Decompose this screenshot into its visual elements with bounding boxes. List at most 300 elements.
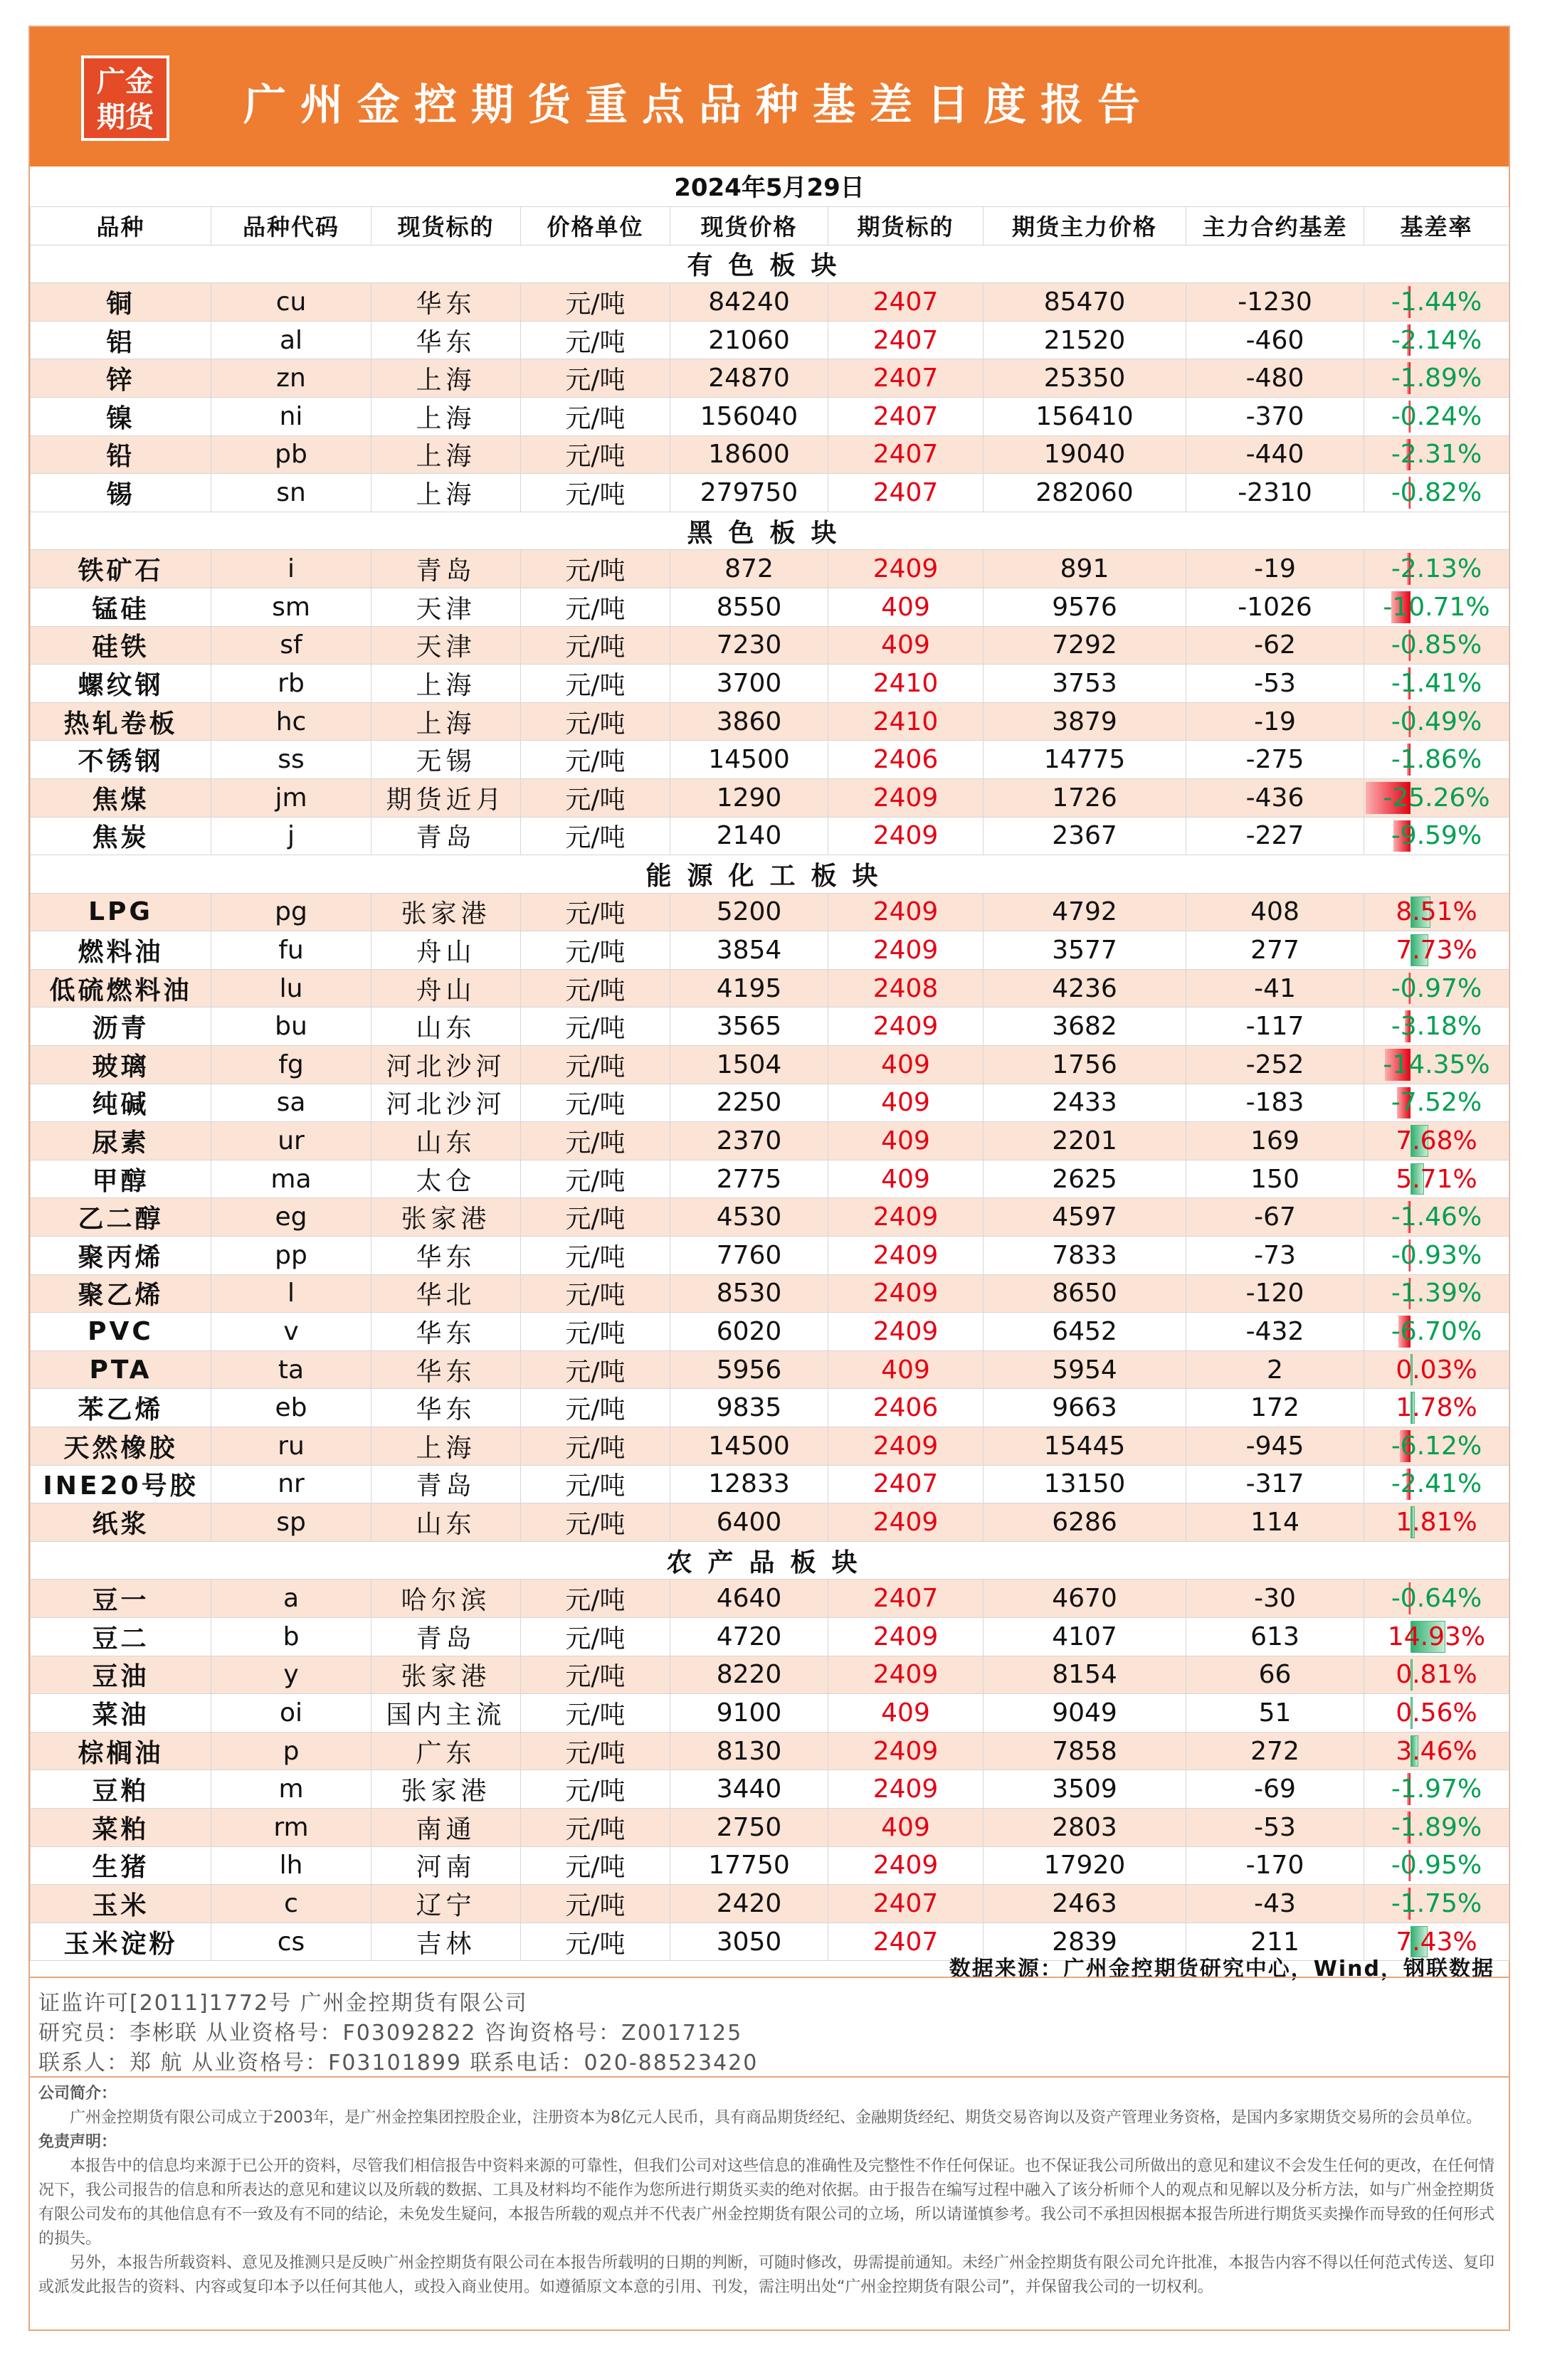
cell-name: 生猪 xyxy=(31,1846,211,1885)
col-header: 基差率 xyxy=(1364,207,1509,245)
cell-loc: 华东 xyxy=(371,1313,521,1351)
cell-spot: 3565 xyxy=(670,1007,828,1046)
table-row xyxy=(31,283,1509,322)
cell-code: oi xyxy=(211,1694,371,1733)
cell-loc: 张家港 xyxy=(371,893,521,931)
cell-code: cs xyxy=(211,1922,371,1961)
cell-code: lu xyxy=(211,969,371,1007)
contact-text: 联系人：郑 航 从业资格号：F03101899 联系电话：020-88523420 xyxy=(38,2051,759,2075)
cell-fprice: 4236 xyxy=(984,969,1186,1007)
cell-spot: 872 xyxy=(670,550,828,588)
cell-code: c xyxy=(211,1885,371,1923)
cell-fprice: 6452 xyxy=(984,1313,1186,1351)
cell-fprice: 2839 xyxy=(984,1922,1186,1961)
cell-rate xyxy=(1364,1808,1509,1846)
cell-code: a xyxy=(211,1580,371,1618)
rate-value: -1.97% xyxy=(1391,1775,1482,1804)
rate-value: 0.81% xyxy=(1396,1660,1477,1690)
cell-fut: 2407 xyxy=(828,1885,984,1923)
table-row xyxy=(31,397,1509,435)
table-row xyxy=(31,1770,1509,1809)
cell-basis: -275 xyxy=(1186,741,1364,779)
cell-basis: 2 xyxy=(1186,1350,1364,1389)
rate-value: 7.68% xyxy=(1396,1126,1477,1156)
cell-unit: 元/吨 xyxy=(521,1313,670,1351)
cell-code: lh xyxy=(211,1846,371,1885)
cell-code: y xyxy=(211,1656,371,1694)
col-header: 现货标的 xyxy=(371,207,521,245)
table-row xyxy=(31,1046,1509,1084)
cell-name: 锡 xyxy=(31,474,211,512)
cell-rate xyxy=(1364,1465,1509,1503)
cell-rate xyxy=(1364,1389,1509,1427)
cell-fut: 2409 xyxy=(828,1656,984,1694)
cell-rate xyxy=(1364,588,1509,626)
cell-loc: 张家港 xyxy=(371,1770,521,1809)
rate-value: -6.70% xyxy=(1391,1317,1482,1347)
cell-unit: 元/吨 xyxy=(521,1160,670,1198)
rate-value: -25.26% xyxy=(1383,783,1490,813)
cell-fut: 2409 xyxy=(828,778,984,817)
cell-rate xyxy=(1364,1198,1509,1237)
cell-rate xyxy=(1364,1617,1509,1656)
cell-fut: 409 xyxy=(828,1694,984,1733)
cell-rate xyxy=(1364,1007,1509,1046)
cell-basis: -432 xyxy=(1186,1313,1364,1351)
cell-fut: 2409 xyxy=(828,1427,984,1466)
cell-code: ni xyxy=(211,397,371,435)
cell-unit: 元/吨 xyxy=(521,321,670,359)
table-row xyxy=(31,1389,1509,1427)
rate-value: -2.13% xyxy=(1391,554,1482,584)
disclaimer-text: 另外，本报告所载资料、意见及推测只是反映广州金控期货有限公司在本报告所载明的日期的判断，可随时修改，毋需提前通知。未经广州金控期货有限公司允许批准，本报告内容不得以任何范式传送、复印或派发此报告的资料、内容或复印本予以任何其他人，或投入商业使用。如遵循原文本意的引用、刊发，需注明出处“广州金控期货有限公司”，并保留我公司的一切权利。 xyxy=(38,2254,1495,2296)
rate-value: -2.41% xyxy=(1391,1469,1482,1499)
cell-loc: 河南 xyxy=(371,1846,521,1885)
table-row xyxy=(31,893,1509,931)
cell-basis: -945 xyxy=(1186,1427,1364,1466)
cell-fut: 409 xyxy=(828,1046,984,1084)
cell-basis: 277 xyxy=(1186,931,1364,970)
cell-spot: 7760 xyxy=(670,1237,828,1275)
rate-value: 3.46% xyxy=(1396,1736,1477,1766)
cell-loc: 天津 xyxy=(371,626,521,665)
cell-name: 天然橡胶 xyxy=(31,1427,211,1466)
cell-code: rb xyxy=(211,665,371,703)
cell-spot: 1504 xyxy=(670,1046,828,1084)
cell-fprice: 2201 xyxy=(984,1122,1186,1160)
cell-name: 不锈钢 xyxy=(31,741,211,779)
cell-unit: 元/吨 xyxy=(521,1007,670,1046)
cell-basis: -73 xyxy=(1186,1237,1364,1275)
cell-fut: 2409 xyxy=(828,1503,984,1542)
cell-fprice: 25350 xyxy=(984,359,1186,398)
cell-basis: 272 xyxy=(1186,1732,1364,1770)
company-logo xyxy=(81,55,169,141)
section-header-row xyxy=(31,245,1509,283)
cell-spot: 2140 xyxy=(670,817,828,855)
table-row xyxy=(31,1237,1509,1275)
cell-spot: 4195 xyxy=(670,969,828,1007)
cell-spot: 14500 xyxy=(670,1427,828,1466)
cell-fut: 2407 xyxy=(828,1580,984,1618)
cell-fprice: 2433 xyxy=(984,1084,1186,1122)
cell-rate xyxy=(1364,1350,1509,1389)
cell-fut: 2409 xyxy=(828,1313,984,1351)
cell-name: 豆油 xyxy=(31,1656,211,1694)
cell-code: eb xyxy=(211,1389,371,1427)
cell-basis: -1230 xyxy=(1186,283,1364,322)
cell-spot: 9100 xyxy=(670,1694,828,1733)
cell-name: 硅铁 xyxy=(31,626,211,665)
cell-rate xyxy=(1364,969,1509,1007)
cell-spot: 18600 xyxy=(670,435,828,474)
cell-basis: -2310 xyxy=(1186,474,1364,512)
cell-spot: 6020 xyxy=(670,1313,828,1351)
cell-unit: 元/吨 xyxy=(521,550,670,588)
cell-spot: 17750 xyxy=(670,1846,828,1885)
cell-basis: 172 xyxy=(1186,1389,1364,1427)
cell-fut: 2407 xyxy=(828,1922,984,1961)
cell-unit: 元/吨 xyxy=(521,1350,670,1389)
cell-spot: 21060 xyxy=(670,321,828,359)
cell-code: bu xyxy=(211,1007,371,1046)
cell-basis: 211 xyxy=(1186,1922,1364,1961)
cell-name: 螺纹钢 xyxy=(31,665,211,703)
table-row xyxy=(31,1274,1509,1313)
table-row xyxy=(31,931,1509,970)
cell-code: ss xyxy=(211,741,371,779)
cell-name: 玉米 xyxy=(31,1885,211,1923)
cell-basis: -440 xyxy=(1186,435,1364,474)
table-header-row xyxy=(31,207,1509,245)
cell-fprice: 14775 xyxy=(984,741,1186,779)
cell-loc: 哈尔滨 xyxy=(371,1580,521,1618)
table-row xyxy=(31,1846,1509,1885)
cell-fprice: 7292 xyxy=(984,626,1186,665)
data-source: 数据来源：广州金控期货研究中心，Wind，钢联数据 xyxy=(949,1957,1494,1982)
cell-fprice: 2625 xyxy=(984,1160,1186,1198)
cell-code: m xyxy=(211,1770,371,1809)
cell-fprice: 3682 xyxy=(984,1007,1186,1046)
cell-basis: -317 xyxy=(1186,1465,1364,1503)
cell-spot: 8130 xyxy=(670,1732,828,1770)
cell-basis: -62 xyxy=(1186,626,1364,665)
cell-name: 聚乙烯 xyxy=(31,1274,211,1313)
cell-name: 玻璃 xyxy=(31,1046,211,1084)
cell-fprice: 9576 xyxy=(984,588,1186,626)
cell-name: 铁矿石 xyxy=(31,550,211,588)
cell-loc: 上海 xyxy=(371,665,521,703)
rate-value: 0.03% xyxy=(1396,1355,1477,1385)
table-row xyxy=(31,817,1509,855)
cell-unit: 元/吨 xyxy=(521,626,670,665)
cell-rate xyxy=(1364,1160,1509,1198)
table-row xyxy=(31,1084,1509,1122)
rate-value: 5.71% xyxy=(1396,1164,1477,1194)
cell-unit: 元/吨 xyxy=(521,1389,670,1427)
cell-code: nr xyxy=(211,1465,371,1503)
table-row xyxy=(31,1694,1509,1733)
cell-code: eg xyxy=(211,1198,371,1237)
cell-spot: 2750 xyxy=(670,1808,828,1846)
section-header-row xyxy=(31,855,1509,894)
cell-code: fg xyxy=(211,1046,371,1084)
cell-loc: 广东 xyxy=(371,1732,521,1770)
cell-loc: 山东 xyxy=(371,1122,521,1160)
rate-value: -7.52% xyxy=(1391,1088,1482,1118)
cell-rate xyxy=(1364,1046,1509,1084)
table-row xyxy=(31,1885,1509,1923)
cell-fprice: 13150 xyxy=(984,1465,1186,1503)
rate-value: -14.35% xyxy=(1383,1049,1490,1079)
cell-code: al xyxy=(211,321,371,359)
cell-fut: 2407 xyxy=(828,435,984,474)
cell-code: ma xyxy=(211,1160,371,1198)
rate-value: -9.59% xyxy=(1391,821,1482,851)
table-row xyxy=(31,1617,1509,1656)
cell-unit: 元/吨 xyxy=(521,1465,670,1503)
table-row xyxy=(31,1465,1509,1503)
cell-spot: 3700 xyxy=(670,665,828,703)
cell-basis: -183 xyxy=(1186,1084,1364,1122)
cell-name: 菜粕 xyxy=(31,1808,211,1846)
cell-spot: 3854 xyxy=(670,931,828,970)
cell-basis: -436 xyxy=(1186,778,1364,817)
table-row xyxy=(31,1160,1509,1198)
cell-rate xyxy=(1364,817,1509,855)
cell-name: 菜油 xyxy=(31,1694,211,1733)
cell-loc: 上海 xyxy=(371,397,521,435)
cell-fut: 409 xyxy=(828,1350,984,1389)
cell-unit: 元/吨 xyxy=(521,1122,670,1160)
disclaimer-text: 本报告中的信息均来源于已公开的资料，尽管我们相信报告中资料来源的可靠性，但我们公司对这些信息的准确性及完整性不作任何保证。也不保证我公司所做出的意见和建议不会发生任何的更改，在任何情况下，我公司报告的信息和所表达的意见和建议以及所载的数据、工具及材料均不能作为您所进行期货买卖的绝对依据。由于报告在编写过程中融入了该分析师个人的观点和见解以及分析方法，如与广州金控期货有限公司发布的其他信息有不一致及有不同的结论，未免发生疑问，本报告所载的观点并不代表广州金控期货有限公司的立场，所以请谨慎参考。我公司不承担因根据本报告所进行期货买卖操作而导致的任何形式的损失。 xyxy=(38,2157,1495,2248)
cell-loc: 天津 xyxy=(371,588,521,626)
cell-basis: -120 xyxy=(1186,1274,1364,1313)
cell-fut: 2410 xyxy=(828,665,984,703)
cell-loc: 上海 xyxy=(371,435,521,474)
cell-fprice: 1756 xyxy=(984,1046,1186,1084)
cell-basis: -19 xyxy=(1186,550,1364,588)
cell-fprice: 9663 xyxy=(984,1389,1186,1427)
cell-fut: 2407 xyxy=(828,1465,984,1503)
cell-name: 镍 xyxy=(31,397,211,435)
cell-loc: 吉林 xyxy=(371,1922,521,1961)
cell-loc: 河北沙河 xyxy=(371,1046,521,1084)
cell-fprice: 891 xyxy=(984,550,1186,588)
report-header xyxy=(30,27,1509,166)
cell-name: 锰硅 xyxy=(31,588,211,626)
cell-unit: 元/吨 xyxy=(521,931,670,970)
cell-basis: 169 xyxy=(1186,1122,1364,1160)
cell-loc: 上海 xyxy=(371,702,521,741)
cell-code: sa xyxy=(211,1084,371,1122)
cell-rate xyxy=(1364,1427,1509,1466)
cell-code: v xyxy=(211,1313,371,1351)
cell-basis: 114 xyxy=(1186,1503,1364,1542)
cell-code: sp xyxy=(211,1503,371,1542)
cell-name: 聚丙烯 xyxy=(31,1237,211,1275)
cell-name: 燃料油 xyxy=(31,931,211,970)
cell-loc: 国内主流 xyxy=(371,1694,521,1733)
cell-loc: 上海 xyxy=(371,359,521,398)
cell-name: PTA xyxy=(31,1350,211,1389)
rate-value: -2.14% xyxy=(1391,325,1482,355)
cell-loc: 南通 xyxy=(371,1808,521,1846)
cell-spot: 12833 xyxy=(670,1465,828,1503)
rate-value: 1.78% xyxy=(1396,1393,1477,1423)
table-row xyxy=(31,1122,1509,1160)
cell-fprice: 21520 xyxy=(984,321,1186,359)
cell-name: 热轧卷板 xyxy=(31,702,211,741)
cell-spot: 1290 xyxy=(670,778,828,817)
rate-value: -6.12% xyxy=(1391,1431,1482,1461)
cell-rate xyxy=(1364,1237,1509,1275)
col-header: 价格单位 xyxy=(521,207,670,245)
cell-loc: 山东 xyxy=(371,1007,521,1046)
rate-value: 7.73% xyxy=(1396,936,1477,966)
cell-basis: 150 xyxy=(1186,1160,1364,1198)
rate-value: -0.85% xyxy=(1391,630,1482,660)
cell-name: 纯碱 xyxy=(31,1084,211,1122)
cell-code: p xyxy=(211,1732,371,1770)
cell-name: 铅 xyxy=(31,435,211,474)
intro-title: 公司简介： xyxy=(38,2085,117,2103)
cell-unit: 元/吨 xyxy=(521,1922,670,1961)
cell-spot: 8530 xyxy=(670,1274,828,1313)
cell-fut: 2409 xyxy=(828,1007,984,1046)
researcher-text: 研究员：李彬联 从业资格号：F03092822 咨询资格号：Z0017125 xyxy=(38,2021,743,2046)
table-row xyxy=(31,1656,1509,1694)
cell-code: rm xyxy=(211,1808,371,1846)
cell-name: LPG xyxy=(31,893,211,931)
cell-rate xyxy=(1364,931,1509,970)
cell-fprice: 3879 xyxy=(984,702,1186,741)
cell-basis: -41 xyxy=(1186,969,1364,1007)
cell-rate xyxy=(1364,665,1509,703)
cell-loc: 辽宁 xyxy=(371,1885,521,1923)
table-row xyxy=(31,1007,1509,1046)
cell-code: ru xyxy=(211,1427,371,1466)
cell-fprice: 8154 xyxy=(984,1656,1186,1694)
rate-value: -1.41% xyxy=(1391,668,1482,698)
cell-fut: 2409 xyxy=(828,1770,984,1809)
cell-fprice: 2463 xyxy=(984,1885,1186,1923)
cell-fprice: 7858 xyxy=(984,1732,1186,1770)
cell-spot: 2420 xyxy=(670,1885,828,1923)
cell-fprice: 4597 xyxy=(984,1198,1186,1237)
cell-basis: -1026 xyxy=(1186,588,1364,626)
cell-fprice: 9049 xyxy=(984,1694,1186,1733)
cell-fut: 2409 xyxy=(828,893,984,931)
cell-name: 豆二 xyxy=(31,1617,211,1656)
cell-rate xyxy=(1364,550,1509,588)
cell-loc: 青岛 xyxy=(371,1617,521,1656)
cell-fut: 2406 xyxy=(828,1389,984,1427)
table-row xyxy=(31,1808,1509,1846)
table-row xyxy=(31,1313,1509,1351)
rate-value: -1.44% xyxy=(1391,287,1482,317)
cell-rate xyxy=(1364,1084,1509,1122)
rate-value: -0.82% xyxy=(1391,477,1482,507)
cell-name: PVC xyxy=(31,1313,211,1351)
cell-name: 锌 xyxy=(31,359,211,398)
cell-name: 苯乙烯 xyxy=(31,1389,211,1427)
cell-basis: 613 xyxy=(1186,1617,1364,1656)
cell-rate xyxy=(1364,474,1509,512)
cell-spot: 156040 xyxy=(670,397,828,435)
table-row xyxy=(31,1427,1509,1466)
cell-spot: 24870 xyxy=(670,359,828,398)
cell-fprice: 8650 xyxy=(984,1274,1186,1313)
cell-fut: 409 xyxy=(828,1160,984,1198)
cell-fut: 2409 xyxy=(828,1617,984,1656)
cell-fut: 409 xyxy=(828,626,984,665)
cell-fprice: 4792 xyxy=(984,893,1186,931)
cell-unit: 元/吨 xyxy=(521,665,670,703)
rate-value: -1.75% xyxy=(1391,1888,1482,1918)
cell-fut: 2409 xyxy=(828,931,984,970)
cell-spot: 9835 xyxy=(670,1389,828,1427)
cell-name: 棕榈油 xyxy=(31,1732,211,1770)
cell-spot: 3860 xyxy=(670,702,828,741)
cell-rate xyxy=(1364,1274,1509,1313)
rate-value: -1.46% xyxy=(1391,1202,1482,1232)
table-row xyxy=(31,359,1509,398)
cell-loc: 华东 xyxy=(371,1237,521,1275)
report-date: 2024年5月29日 xyxy=(674,174,865,202)
cell-name: 焦炭 xyxy=(31,817,211,855)
cell-basis: -67 xyxy=(1186,1198,1364,1237)
cell-fut: 2407 xyxy=(828,321,984,359)
logo-line2: 期货 xyxy=(97,101,154,134)
cell-unit: 元/吨 xyxy=(521,435,670,474)
cell-loc: 期货近月 xyxy=(371,778,521,817)
cell-code: cu xyxy=(211,283,371,322)
cell-unit: 元/吨 xyxy=(521,1846,670,1885)
table-row xyxy=(31,1732,1509,1770)
cell-basis: -53 xyxy=(1186,1808,1364,1846)
cell-basis: -30 xyxy=(1186,1580,1364,1618)
table-row xyxy=(31,1198,1509,1237)
cell-unit: 元/吨 xyxy=(521,702,670,741)
cell-code: pp xyxy=(211,1237,371,1275)
cell-code: sm xyxy=(211,588,371,626)
cell-rate xyxy=(1364,702,1509,741)
section-header-row xyxy=(31,1541,1509,1580)
cell-rate xyxy=(1364,741,1509,779)
cell-unit: 元/吨 xyxy=(521,1274,670,1313)
cell-fut: 409 xyxy=(828,1122,984,1160)
cell-unit: 元/吨 xyxy=(521,1808,670,1846)
cell-fprice: 7833 xyxy=(984,1237,1186,1275)
rate-value: 7.43% xyxy=(1396,1927,1477,1957)
rate-value: -2.31% xyxy=(1391,440,1482,470)
rate-value: 8.51% xyxy=(1396,897,1477,927)
cell-name: 铜 xyxy=(31,283,211,322)
cell-loc: 上海 xyxy=(371,474,521,512)
license-text: 证监许可[2011]1772号 广州金控期货有限公司 xyxy=(38,1991,528,2016)
cell-fprice: 15445 xyxy=(984,1427,1186,1466)
cell-unit: 元/吨 xyxy=(521,359,670,398)
cell-unit: 元/吨 xyxy=(521,397,670,435)
cell-spot: 5200 xyxy=(670,893,828,931)
cell-loc: 华东 xyxy=(371,283,521,322)
table-row xyxy=(31,550,1509,588)
cell-spot: 5956 xyxy=(670,1350,828,1389)
cell-loc: 青岛 xyxy=(371,550,521,588)
rate-value: -0.24% xyxy=(1391,401,1482,431)
cell-basis: -370 xyxy=(1186,397,1364,435)
